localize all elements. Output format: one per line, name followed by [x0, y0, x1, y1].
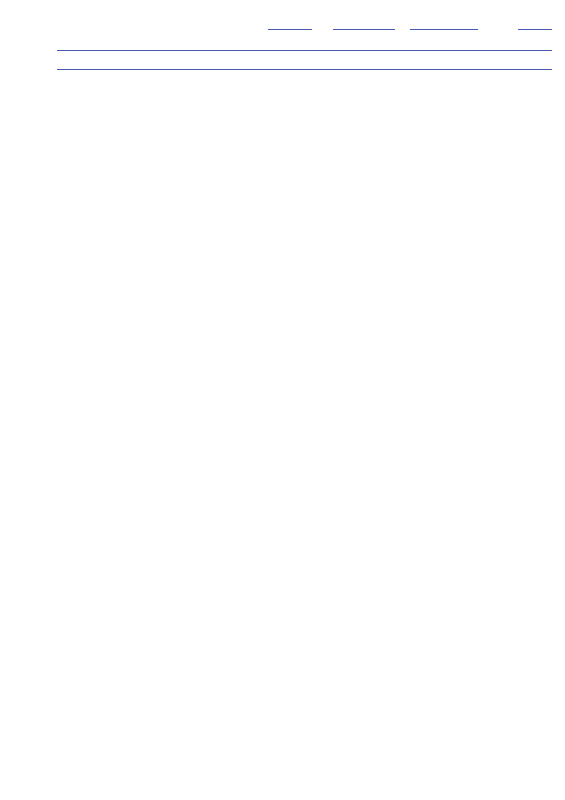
nr-field[interactable]	[268, 29, 312, 30]
vom-field[interactable]	[333, 29, 395, 30]
abteilung-field[interactable]	[57, 69, 552, 70]
bis-field[interactable]	[410, 29, 478, 30]
beleg-nr-field[interactable]	[518, 29, 552, 30]
name-field[interactable]	[57, 50, 552, 51]
